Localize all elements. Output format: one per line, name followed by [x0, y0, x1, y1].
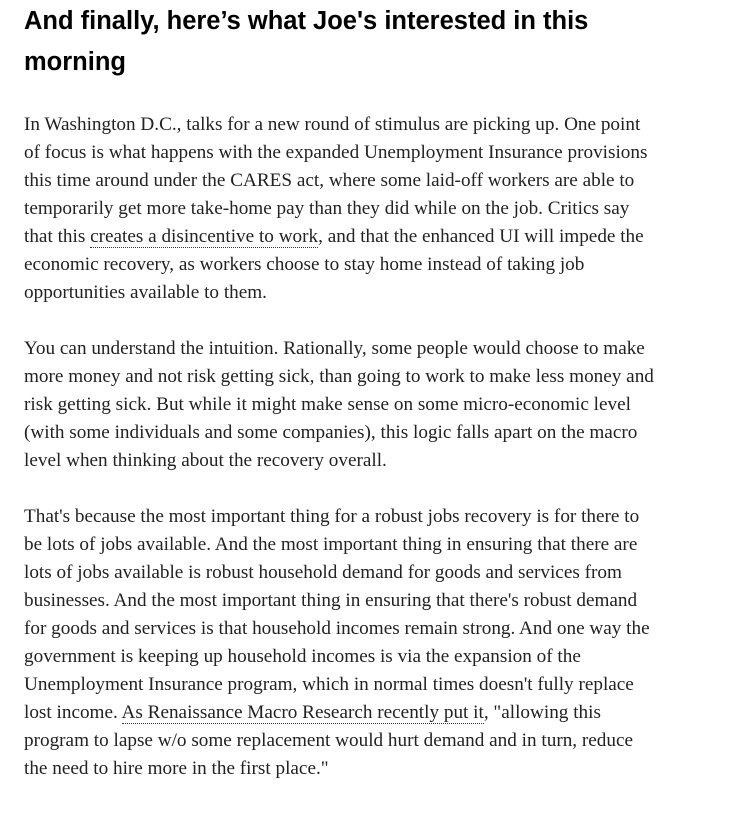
paragraph-text: That's because the most important thing for a robust jobs recovery is for there to be lots of jobs available. And the most important thing in ensuring that there are lots of jobs available is robust household demand for goods and services from businesses. And the most important thing in ensuring that there's robust demand for goods and services is that household incomes remain strong. And one way the government is keeping up household incomes is via the expansion of the Unemployment Insurance program, which in normal times doesn't fully replace lost income.	[24, 506, 650, 723]
paragraph-text: In Washington D.C., talks for a new round of stimulus are picking up. One point of focus is what happens with the expanded Unemployment Insurance provisions this time around under the CARES act, where some laid-off workers are able to temporarily get more take-home pay than they did while on the job. Critics say that this	[24, 114, 648, 247]
paragraph-intuition: You can understand the intuition. Rationally, some people would choose to make more money and not risk getting sick, than going to work to make less money and risk getting sick. But while it might make sense on some micro-economic level (with some individuals and some companies), this logic falls apart on the macro level when thinking about the recovery overall.	[24, 338, 654, 471]
renaissance-macro-link[interactable]: As Renaissance Macro Research recently put it	[121, 702, 484, 723]
paragraph-jobs-recovery	[24, 503, 660, 783]
paragraph-text: , and that the enhanced UI will impede the economic recovery, as workers choose to stay home instead of taking job opportunities available to them.	[24, 226, 644, 303]
paragraph-text: , "allowing this program to lapse w/o some replacement would hurt demand and in turn, reduce the need to hire more in the first place."	[24, 702, 634, 779]
article-section	[24, 0, 660, 783]
paragraph-stimulus	[24, 111, 660, 307]
disincentive-link[interactable]: creates a disincentive to work	[90, 226, 319, 247]
section-heading: And finally, here’s what Joe's interested in this morning	[24, 7, 589, 76]
